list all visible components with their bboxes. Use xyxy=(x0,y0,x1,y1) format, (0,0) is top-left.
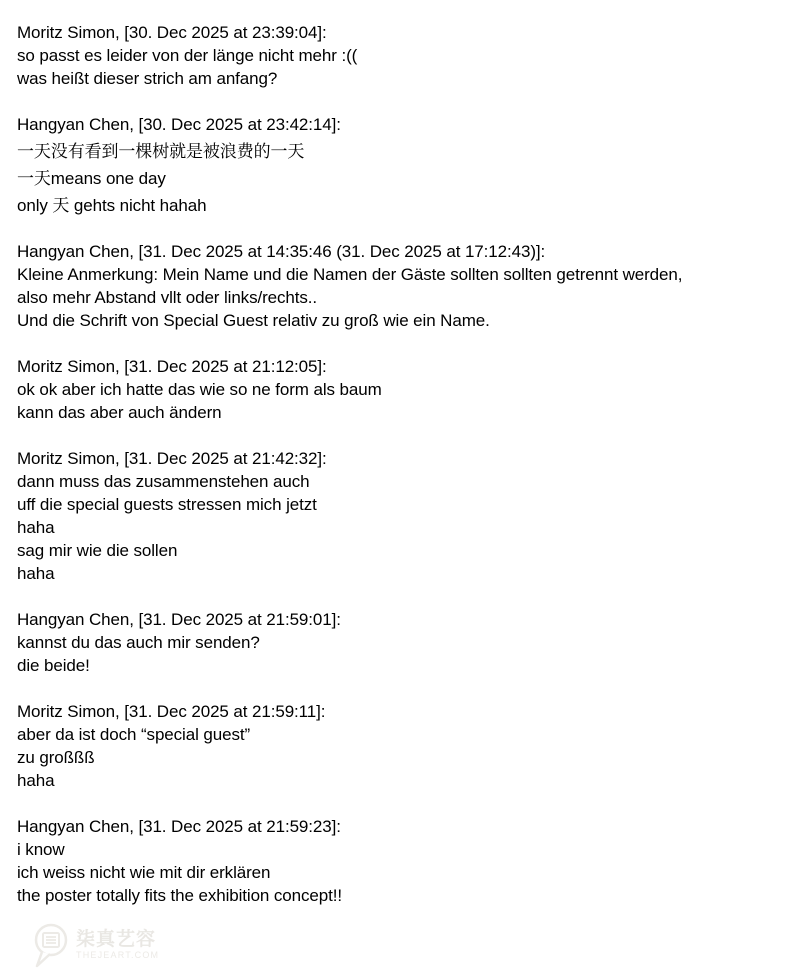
message-block xyxy=(17,113,790,217)
message-header: Hangyan Chen, [31. Dec 2025 at 14:35:46 (31. Dec 2025 at 17:12:43)]: xyxy=(17,242,546,261)
message-line: only 天 gehts nicht hahah xyxy=(17,196,207,215)
message-line: 一天没有看到一棵树就是被浪费的一天 xyxy=(17,142,305,161)
message-block xyxy=(17,815,790,907)
message-line: aber da ist doch “special guest” xyxy=(17,725,251,744)
watermark-brand-chinese: 柒真艺容 xyxy=(76,929,157,950)
watermark-text xyxy=(76,930,159,960)
message-header: Moritz Simon, [31. Dec 2025 at 21:42:32]: xyxy=(17,449,327,468)
message-block xyxy=(17,447,790,585)
message-line: Kleine Anmerkung: Mein Name und die Namen der Gäste sollten sollten getrennt werden, xyxy=(17,265,683,284)
message-line: also mehr Abstand vllt oder links/rechts.. xyxy=(17,288,318,307)
message-line: sag mir wie die sollen xyxy=(17,541,178,560)
message-line: kann das aber auch ändern xyxy=(17,403,222,422)
message-block xyxy=(17,700,790,792)
message-header: Moritz Simon, [31. Dec 2025 at 21:59:11]: xyxy=(17,702,326,721)
message-line: haha xyxy=(17,518,55,537)
message-line: haha xyxy=(17,564,55,583)
message-line: was heißt dieser strich am anfang? xyxy=(17,69,278,88)
message-header: Moritz Simon, [30. Dec 2025 at 23:39:04]: xyxy=(17,23,327,42)
message-header: Moritz Simon, [31. Dec 2025 at 21:12:05]: xyxy=(17,357,327,376)
message-line: dann muss das zusammenstehen auch xyxy=(17,472,310,491)
message-line: Und die Schrift von Special Guest relativ zu groß wie ein Name. xyxy=(17,311,490,330)
watermark xyxy=(30,921,159,969)
message-block xyxy=(17,355,790,424)
message-line: die beide! xyxy=(17,656,90,675)
message-line: so passt es leider von der länge nicht mehr :(( xyxy=(17,46,358,65)
message-line: 一天means one day xyxy=(17,169,166,188)
message-block xyxy=(17,608,790,677)
message-header: Hangyan Chen, [31. Dec 2025 at 21:59:01]: xyxy=(17,610,341,629)
message-line: ok ok aber ich hatte das wie so ne form als baum xyxy=(17,380,382,399)
message-line: ich weiss nicht wie mit dir erklären xyxy=(17,863,271,882)
message-header: Hangyan Chen, [31. Dec 2025 at 21:59:23]: xyxy=(17,817,341,836)
chat-bubble-document-icon xyxy=(30,921,72,969)
message-line: zu großßß xyxy=(17,748,95,767)
message-block xyxy=(17,21,790,90)
watermark-domain: THEJEART.COM xyxy=(76,950,160,960)
message-line: the poster totally fits the exhibition concept!! xyxy=(17,886,342,905)
message-line: haha xyxy=(17,771,55,790)
message-line: kannst du das auch mir senden? xyxy=(17,633,260,652)
message-line: i know xyxy=(17,840,65,859)
message-header: Hangyan Chen, [30. Dec 2025 at 23:42:14]: xyxy=(17,115,341,134)
message-block xyxy=(17,240,790,332)
message-line: uff die special guests stressen mich jetzt xyxy=(17,495,317,514)
